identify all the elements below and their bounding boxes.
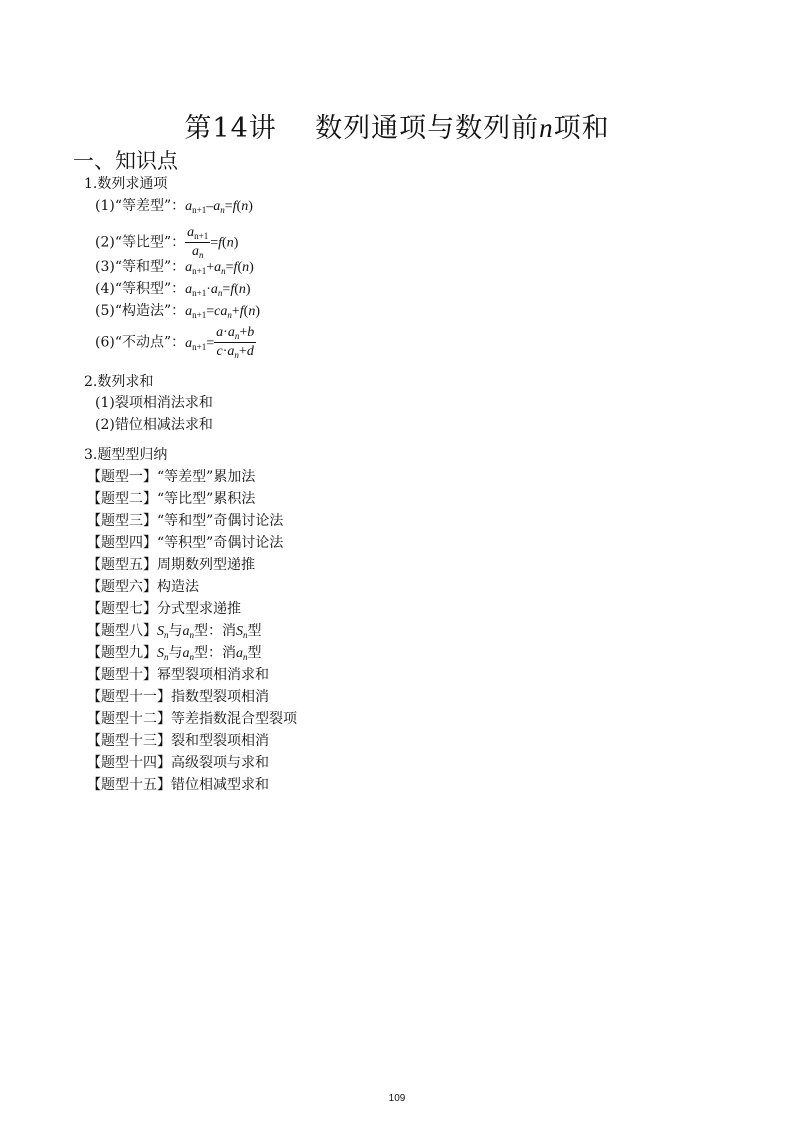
formula-line-4 [95,282,251,297]
page-title [0,106,794,145]
type-item-9-label: 【题型九】 [87,645,157,661]
title-prefix: 第14讲 [184,113,277,144]
page-number: 109 [388,1093,406,1104]
type-item-14: 【题型十四】高级裂项与求和 [87,755,269,771]
formula-line-3 [95,260,254,275]
type-item-5: 【题型五】周期数列型递推 [87,557,255,573]
type-item-4: 【题型四】“等积型”奇偶讨论法 [87,535,284,551]
formula-2-rhs: =f(n) [210,235,239,251]
part2-item-2: (2)错位相减法求和 [95,417,213,433]
type-item-8-formula: $S_n$ [157,624,169,640]
title-main: 数列通项与数列前 [315,113,540,144]
formula-5: $a_{n+1}=ca_n+f(n)$ [185,304,260,320]
type-item-13: 【题型十三】裂和型裂项相消 [87,733,269,749]
part2-heading: 2.数列求和 [84,374,154,390]
formula-3: $a_{n+1}+a_n=f(n)$ [185,260,254,276]
type-item-9: 【题型九】$S_n$与$a_n$型：消$a_n$型 [87,645,262,662]
formula-label-5: (5)“构造法”： [95,303,186,319]
type-item-11: 【题型十一】指数型裂项相消 [87,689,269,705]
part3-heading: 3.题型型归纳 [84,447,168,463]
type-item-6: 【题型六】构造法 [87,579,199,595]
type-item-8-label: 【题型八】 [87,623,157,639]
type-item-9-formula: $S_n$ [157,646,169,662]
section-heading: 一、知识点 [73,149,178,173]
formula-label-1: (1)“等差型”： [95,198,186,214]
formula-6-fraction: $\frac{a\cdot a_n+b}{c\cdot a_n+d}$ [216,325,255,360]
type-item-10: 【题型十】幂型裂项相消求和 [87,667,269,683]
type-item-1: 【题型一】“等差型”累加法 [87,469,256,485]
type-item-12: 【题型十二】等差指数混合型裂项 [87,711,297,727]
type-item-7: 【题型七】分式型求递推 [87,601,241,617]
part2-item-1: (1)裂项相消法求和 [95,395,213,411]
formula-label-3: (3)“等和型”： [95,259,186,275]
formula-label-6: (6)“不动点”： [95,334,186,351]
formula-line-2 [95,226,238,259]
formula-line-1 [95,199,253,214]
formula-6-lhs: $a_{n+1}=$ [185,335,215,352]
formula-label-4: (4)“等积型”： [95,281,186,297]
part1-heading: 1.数列求通项 [84,176,168,192]
type-item-2: 【题型二】“等比型”累积法 [87,491,256,507]
formula-label-2: (2)“等比型”： [95,234,186,251]
type-item-8: 【题型八】$S_n$与$a_n$型：消$S_n$型 [87,623,262,640]
title-var: n [539,113,554,143]
type-item-15: 【题型十五】错位相减型求和 [87,777,269,793]
formula-line-5 [95,304,260,319]
formula-2-fraction: $\frac{a_{n+1}}{a_n}$ [187,225,209,260]
formula-4: $a_{n+1}\cdot a_n=f(n)$ [185,282,251,298]
formula-1: $a_{n+1}-a_n=f(n)$ [185,199,253,215]
formula-line-6 [95,326,256,359]
title-suffix: 项和 [553,113,610,144]
type-item-3: 【题型三】“等和型”奇偶讨论法 [87,513,284,529]
